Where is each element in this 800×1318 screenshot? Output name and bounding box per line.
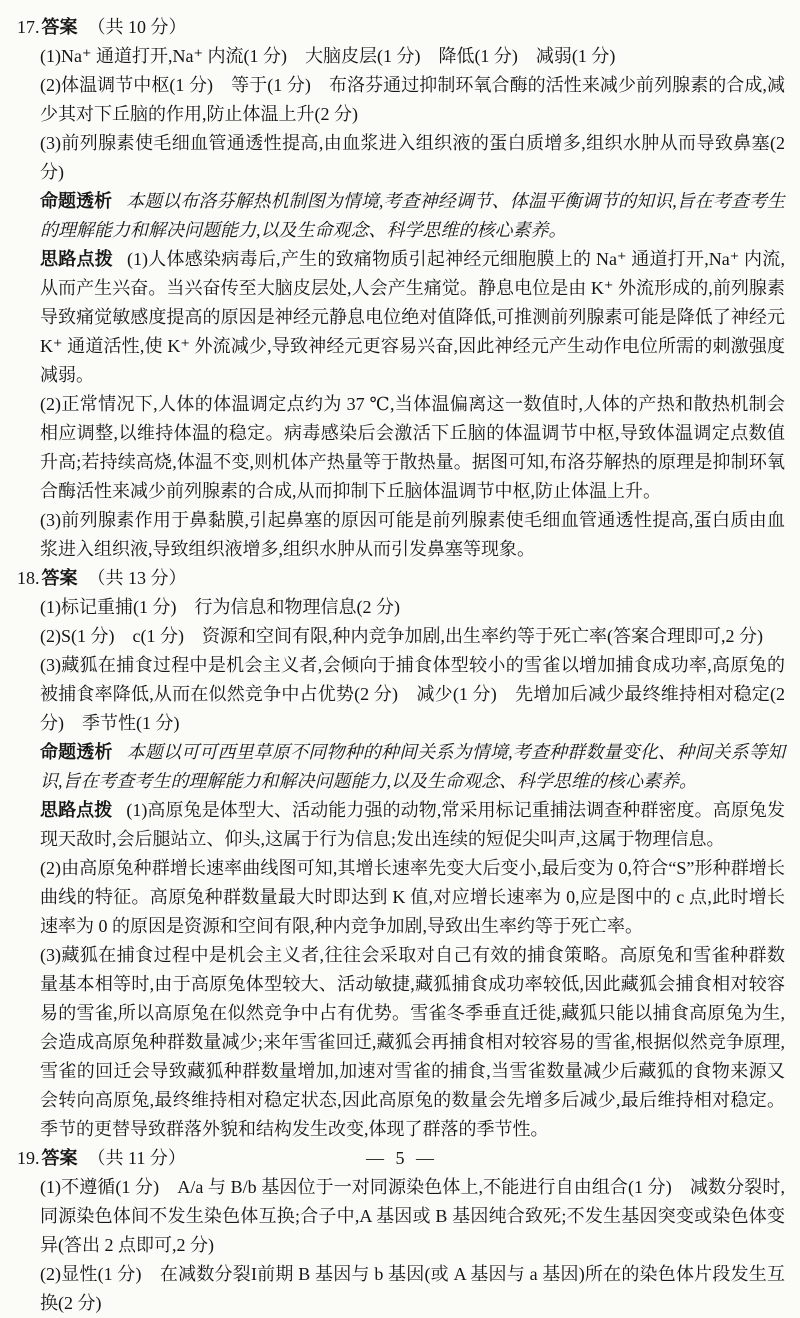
hint-paragraph	[40, 245, 785, 390]
question-header	[17, 564, 785, 593]
analysis-paragraph	[40, 187, 785, 245]
answer-item: (2)体温调节中枢(1 分) 等于(1 分) 布洛芬通过抑制环氧合酶的活性来减少前列腺素的合成,减少其对下丘脑的作用,防止体温上升(2 分)	[40, 75, 785, 124]
hint-label: 思路点拨	[40, 249, 114, 269]
question-number: 18.	[17, 568, 40, 588]
hint-text: (1)高原兔是体型大、活动能力强的动物,常采用标记重捕法调查种群密度。高原兔发现天敌时,会后腿站立、仰头,这属于行为信息;发出连续的短促尖叫声,这属于物理信息。	[40, 800, 785, 849]
answer-label: 答案	[41, 17, 78, 37]
hint-label: 思路点拨	[40, 800, 113, 820]
question-17-block	[17, 13, 786, 564]
question-header	[17, 13, 785, 42]
answer-item: (2)S(1 分) c(1 分) 资源和空间有限,种内竞争加剧,出生率约等于死亡率(答案合理即可,2 分)	[40, 626, 763, 646]
analysis-label: 命题透析	[40, 742, 113, 762]
answer-item: (1)不遵循(1 分) A/a 与 B/b 基因位于一对同源染色体上,不能进行自由组合(1 分) 减数分裂时,同源染色体间不发生染色体互换;合子中,A 基因或 B 基因纯合致死;不发生基因突变或染色体变异(答出 2 点即可,2 分)	[40, 1177, 785, 1255]
answer-item: (2)显性(1 分) 在减数分裂I前期 B 基因与 b 基因(或 A 基因与 a 基因)所在的染色体片段发生互换(2 分)	[40, 1264, 785, 1313]
answer-item: (3)前列腺素使毛细血管通透性提高,由血浆进入组织液的蛋白质增多,组织水肿从而导致鼻塞(2 分)	[40, 133, 785, 182]
page-number: — 5 —	[366, 1148, 434, 1168]
hint-paragraph: (2)正常情况下,人体的体温调定点约为 37 ℃,当体温偏离这一数值时,人体的产热和散热机制会相应调整,以维持体温的稳定。病毒感染后会激活下丘脑的体温调节中枢,导致体温调定点数值升高;若持续高烧,体温不变,则机体产热量等于散热量。据图可知,布洛芬解热的原理是抑制环氧合酶活性来减少前列腺素的合成,从而抑制下丘脑体温调节中枢,防止体温上升。	[40, 394, 785, 501]
answer-item: (1)标记重捕(1 分) 行为信息和物理信息(2 分)	[40, 597, 400, 617]
analysis-label: 命题透析	[40, 191, 113, 211]
score-note: （共 10 分）	[87, 17, 187, 37]
hint-paragraph	[40, 796, 785, 854]
answer-label: 答案	[41, 568, 78, 588]
hint-paragraph: (3)藏狐在捕食过程中是机会主义者,往往会采取对自己有效的捕食策略。高原兔和雪雀种群数量基本相等时,由于高原兔体型较大、活动敏捷,藏狐捕食成功率较低,因此藏狐会捕食相对较容易的雪雀,所以高原兔在似然竞争中占有优势。雪雀冬季垂直迁徙,藏狐只能以捕食高原兔为生,会造成高原兔种群数量减少;来年雪雀回迁,藏狐会再捕食相对较容易的雪雀,根据似然竞争原理,雪雀的回迁会导致藏狐种群数量增加,加速对雪雀的捕食,当雪雀数量减少后藏狐的食物来源又会转向高原兔,最终维持相对稳定状态,因此高原兔的数量会先增多后减少,最后维持相对稳定。季节的更替导致群落外貌和结构发生改变,体现了群落的季节性。	[40, 945, 785, 1139]
score-note: （共 13 分）	[87, 568, 187, 588]
answer-item: (1)Na⁺ 通道打开,Na⁺ 内流(1 分) 大脑皮层(1 分) 降低(1 分) 减弱(1 分)	[40, 46, 616, 66]
answer-label: 答案	[41, 1148, 78, 1168]
hint-paragraph: (2)由高原兔种群增长速率曲线图可知,其增长速率先变大后变小,最后变为 0,符合“S”形种群增长曲线的特征。高原兔种群数量最大时即达到 K 值,对应增长速率为 0,应是图中的 c 点,此时增长速率为 0 的原因是资源和空间有限,种内竞争加剧,导致出生率约等于死亡率。	[40, 858, 785, 936]
score-note: （共 11 分）	[87, 1148, 186, 1168]
question-18-block	[17, 564, 786, 1144]
question-number: 17.	[17, 17, 40, 37]
question-number: 19.	[17, 1148, 40, 1168]
analysis-text: 本题以可可西里草原不同物种的种间关系为情境,考查种群数量变化、种间关系等知识,旨在考查考生的理解能力和解决问题能力,以及生命观念、科学思维的核心素养。	[40, 742, 786, 791]
analysis-text: 本题以布洛芬解热机制图为情境,考查神经调节、体温平衡调节的知识,旨在考查考生的理解能力和解决问题能力,以及生命观念、科学思维的核心素养。	[40, 191, 786, 240]
answer-item: (3)藏狐在捕食过程中是机会主义者,会倾向于捕食体型较小的雪雀以增加捕食成功率,高原兔的被捕食率降低,从而在似然竞争中占优势(2 分) 减少(1 分) 先增加后减少最终维持相对稳定(2 分) 季节性(1 分)	[40, 655, 785, 733]
hint-text: (1)人体感染病毒后,产生的致痛物质引起神经元细胞膜上的 Na⁺ 通道打开,Na⁺ 内流,从而产生兴奋。当兴奋传至大脑皮层处,人会产生痛觉。静息电位是由 K⁺ 外流形成的,前列腺素导致痛觉敏感度提高的原因是神经元静息电位绝对值降低,可推测前列腺素可能是降低了神经元 K⁺ 通道活性,使 K⁺ 外流减少,导致神经元更容易兴奋,因此神经元产生动作电位所需的刺激强度减弱。	[40, 249, 785, 385]
analysis-paragraph	[40, 738, 785, 796]
hint-paragraph: (3)前列腺素作用于鼻黏膜,引起鼻塞的原因可能是前列腺素使毛细血管通透性提高,蛋白质由血浆进入组织液,导致组织液增多,组织水肿从而引发鼻塞等现象。	[40, 510, 785, 559]
